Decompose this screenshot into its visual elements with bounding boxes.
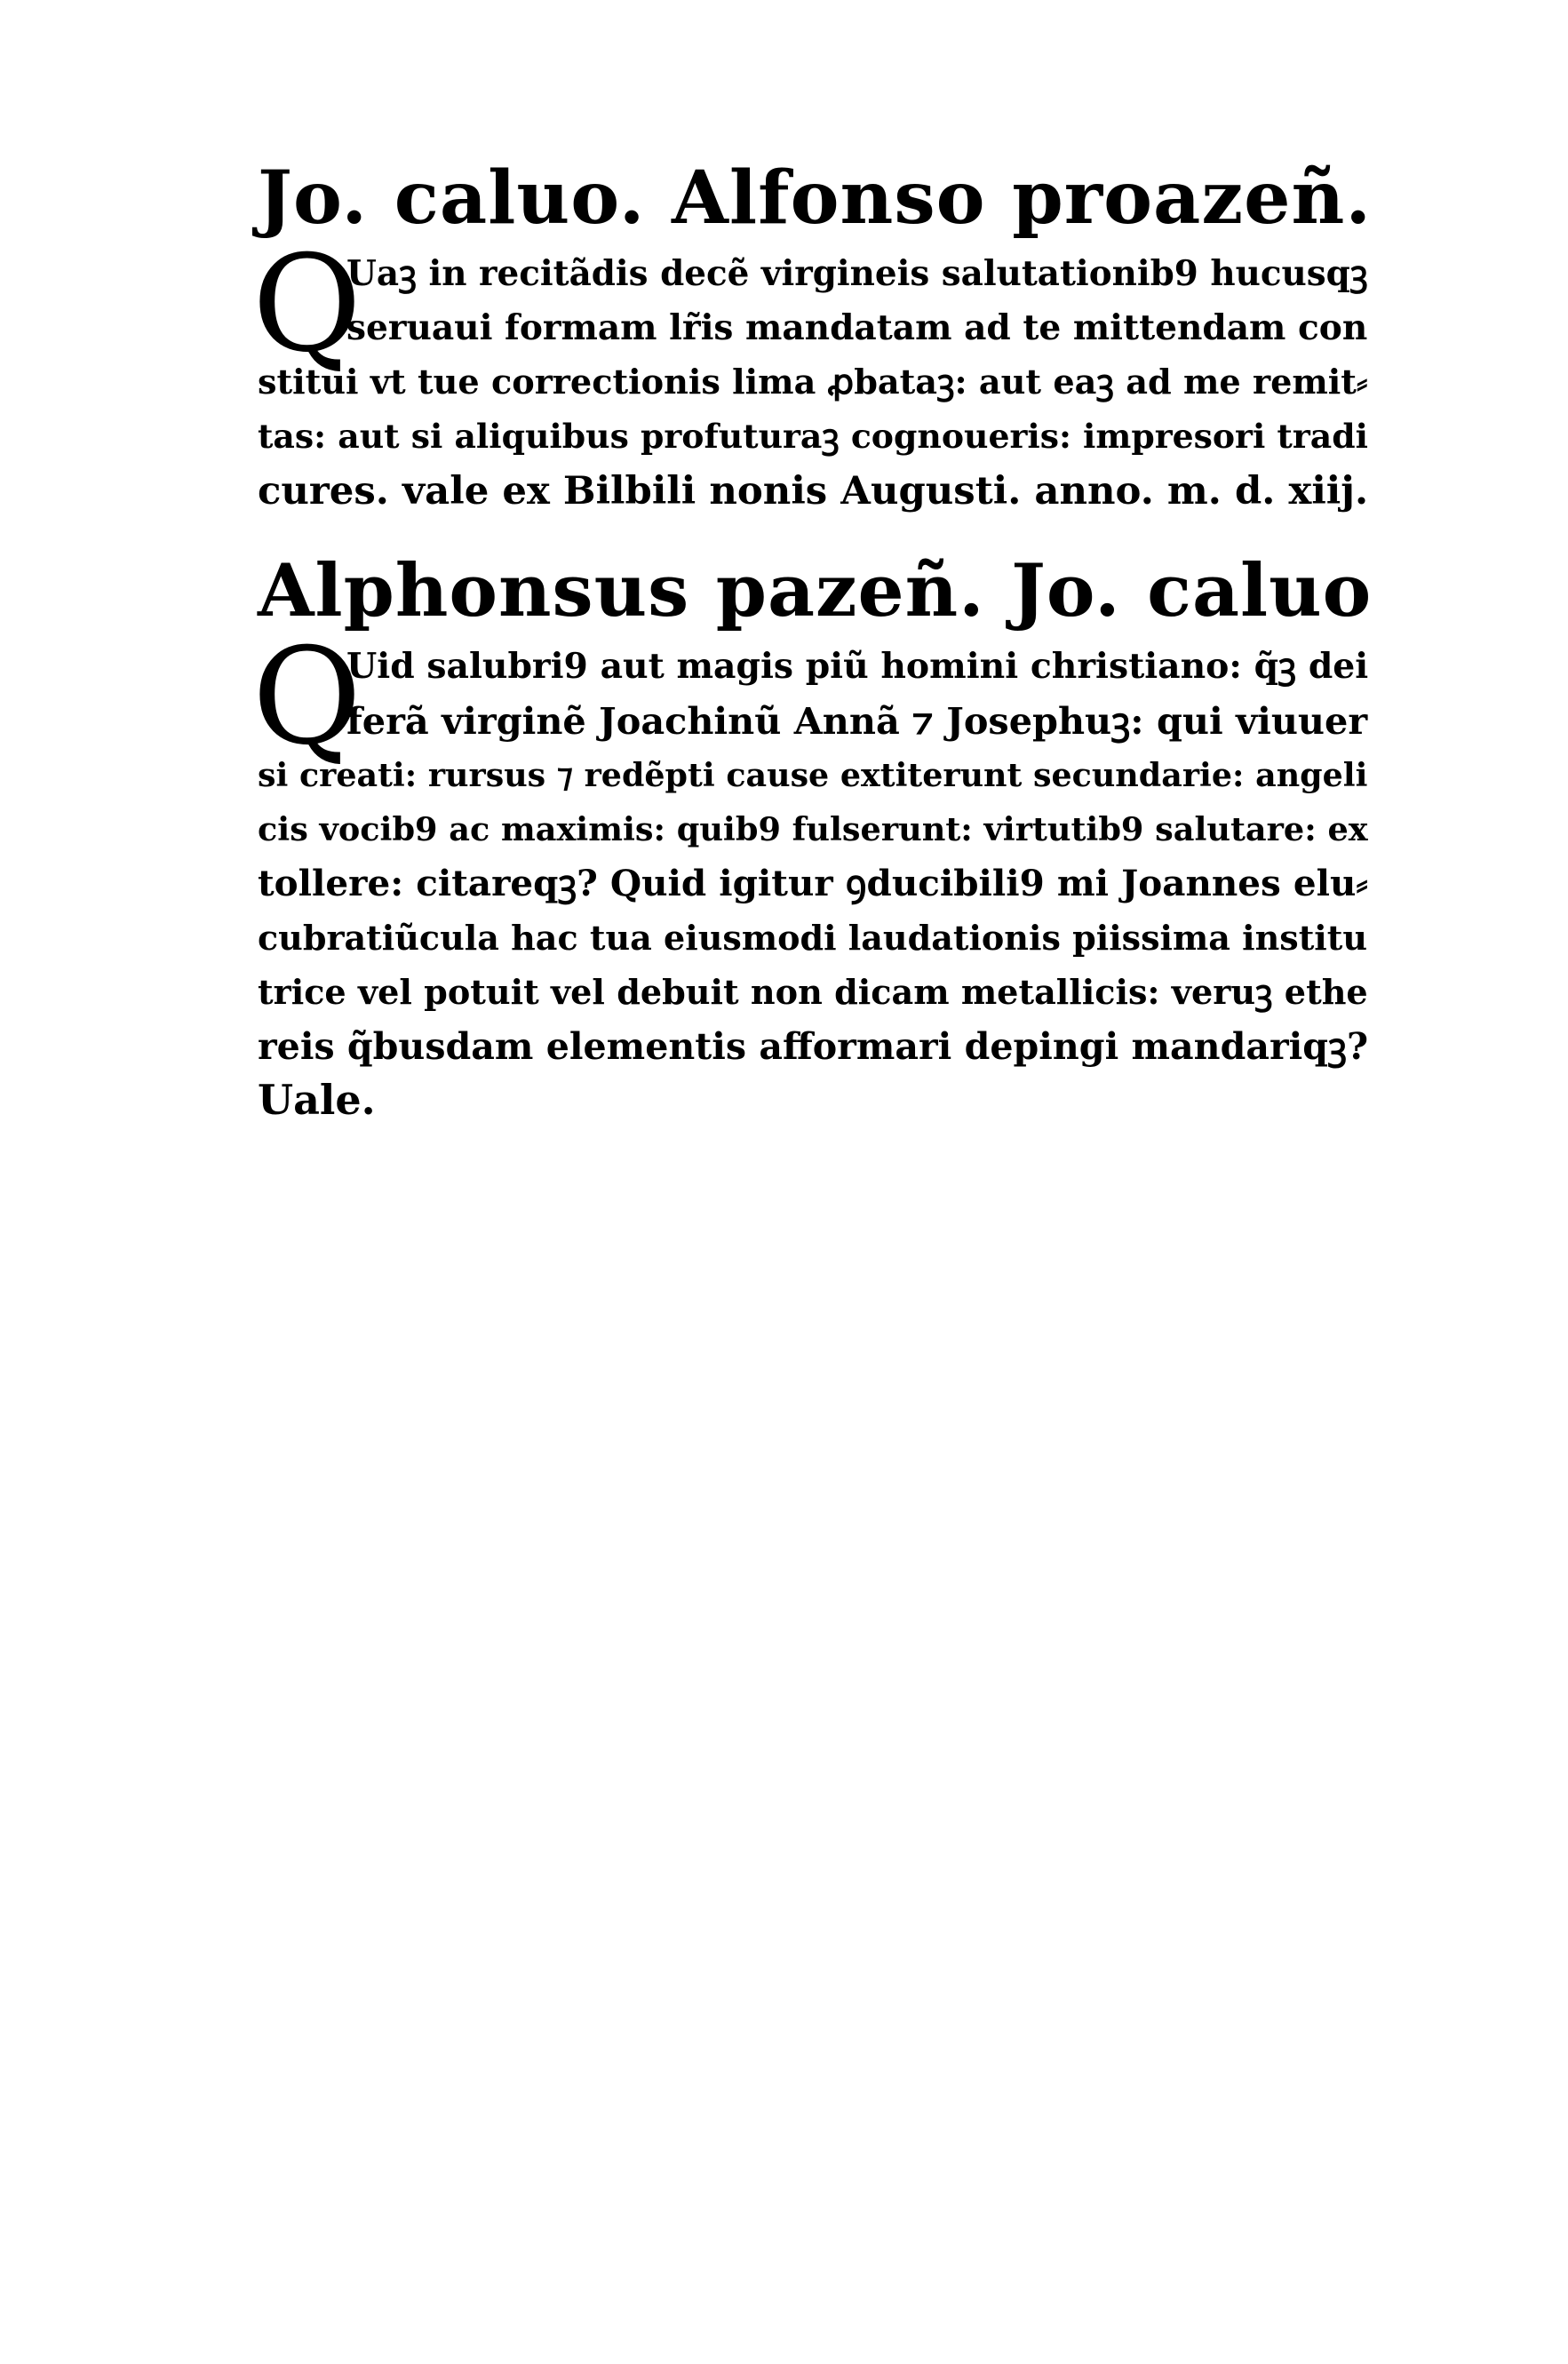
letter-2-body — [252, 620, 1369, 1127]
letter-2-line: reis q̃busdam elementis afformari depingi mandariqꝫ? — [258, 1024, 1369, 1068]
letter-2-line: Uale. — [258, 1076, 376, 1124]
letter-1-body — [252, 227, 1369, 518]
letter-1-line: Uaꝫ in recitãdis decẽ virgineis salutationib9 hucusqꝫ — [346, 254, 1368, 294]
letter-2-line: cubratiũcula hac tua eiusmodi laudationis piissima institu — [258, 918, 1368, 958]
letter-2-initial: Q — [252, 620, 362, 775]
letter-jo-caluo-to-alfonso — [252, 149, 1373, 518]
letter-2-line: ferã virginẽ Joachinũ Annã ⁊ Josephuꝫ: qui viuuer — [346, 699, 1368, 743]
letter-2-heading: Alphonsus pazeñ. Jo. caluo — [258, 548, 1373, 633]
letter-2-line: Uid salubri9 aut magis piũ homini christiano: q̃ꝫ dei — [346, 646, 1369, 687]
letter-2-line: si creati: rursus ⁊ redẽpti cause extiterunt secundarie: angeli — [258, 756, 1368, 794]
letter-1-heading: Jo. caluo. Alfonso proazeñ. — [258, 155, 1373, 241]
letter-1-initial: Q — [252, 227, 362, 382]
letter-2-line: tollere: citareqꝫ? Quid igitur ꝯducibili9 mi Joannes elu⸗ — [258, 862, 1368, 904]
letter-1-line: seruaui formam lr̃is mandatam ad te mittendam con — [346, 307, 1368, 348]
letter-2-line: trice vel potuit vel debuit non dicam metallicis: veruꝫ ethe — [258, 972, 1368, 1012]
letter-1-line: cures. vale ex Bilbili nonis Augusti. anno. m. d. xiij. — [258, 468, 1369, 513]
letter-2-line: cis vocib9 ac maximis: quib9 fulserunt: virtutib9 salutare: ex — [258, 810, 1368, 848]
letter-1-line: stitui vt tue correctionis lima ꝓbataꝫ: aut eaꝫ ad me remit⸗ — [258, 362, 1368, 402]
letter-alphonsus-to-jo-caluo — [252, 542, 1373, 1127]
letter-1-line: tas: aut si aliquibus profuturaꝫ cognoueris: impresori tradi — [258, 417, 1368, 456]
